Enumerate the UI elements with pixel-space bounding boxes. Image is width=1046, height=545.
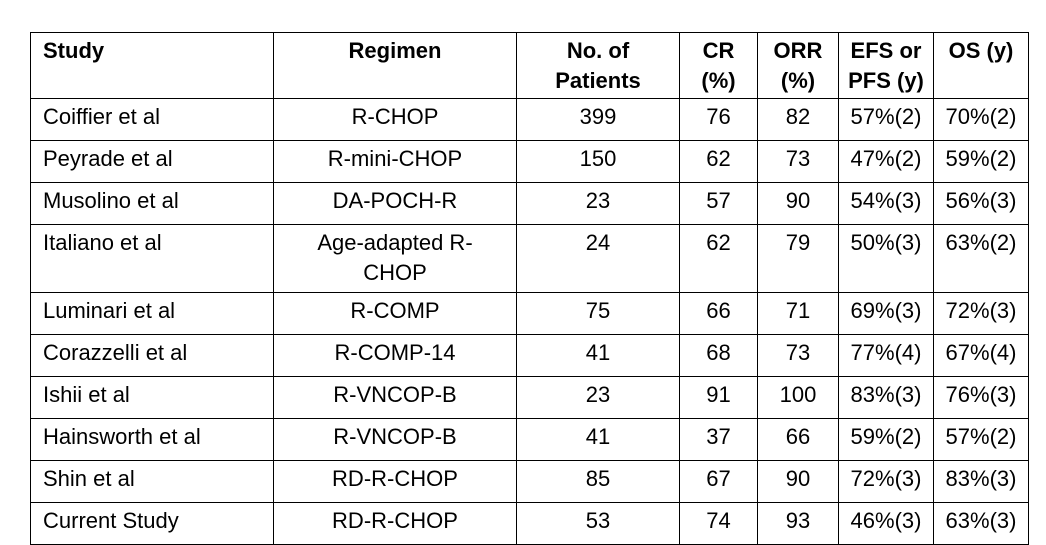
cell-orr: 100 [758,377,839,419]
cell-study: Peyrade et al [31,141,274,183]
table-row [31,183,1029,225]
header-os: OS (y) [934,33,1029,99]
cell-orr: 66 [758,419,839,461]
cell-study: Current Study [31,503,274,545]
cell-cr: 66 [680,293,758,335]
cell-orr: 73 [758,141,839,183]
cell-orr: 79 [758,225,839,293]
table-row [31,225,1029,293]
table-row [31,335,1029,377]
table-row [31,293,1029,335]
cell-cr: 91 [680,377,758,419]
cell-efs-pfs: 59%(2) [839,419,934,461]
cell-patients: 41 [517,335,680,377]
header-row [31,33,1029,99]
cell-cr: 62 [680,225,758,293]
cell-patients: 75 [517,293,680,335]
cell-cr: 37 [680,419,758,461]
cell-efs-pfs: 54%(3) [839,183,934,225]
header-efs-pfs: EFS or PFS (y) [839,33,934,99]
cell-patients: 41 [517,419,680,461]
cell-regimen: R-CHOP [274,99,517,141]
cell-study: Ishii et al [31,377,274,419]
cell-efs-pfs: 72%(3) [839,461,934,503]
cell-orr: 93 [758,503,839,545]
header-patients: No. of Patients [517,33,680,99]
cell-regimen: Age-adapted R- CHOP [274,225,517,293]
cell-study: Italiano et al [31,225,274,293]
cell-regimen: R-mini-CHOP [274,141,517,183]
cell-study: Corazzelli et al [31,335,274,377]
cell-efs-pfs: 46%(3) [839,503,934,545]
cell-regimen: R-VNCOP-B [274,419,517,461]
cell-efs-pfs: 47%(2) [839,141,934,183]
table-row [31,99,1029,141]
header-cr: CR (%) [680,33,758,99]
cell-regimen: R-COMP-14 [274,335,517,377]
cell-os: 59%(2) [934,141,1029,183]
cell-cr: 57 [680,183,758,225]
cell-study: Coiffier et al [31,99,274,141]
cell-orr: 90 [758,183,839,225]
cell-orr: 90 [758,461,839,503]
cell-patients: 23 [517,183,680,225]
table-row [31,461,1029,503]
cell-patients: 399 [517,99,680,141]
cell-efs-pfs: 57%(2) [839,99,934,141]
cell-patients: 85 [517,461,680,503]
cell-os: 57%(2) [934,419,1029,461]
cell-cr: 67 [680,461,758,503]
cell-os: 83%(3) [934,461,1029,503]
cell-os: 63%(3) [934,503,1029,545]
cell-study: Hainsworth et al [31,419,274,461]
cell-os: 70%(2) [934,99,1029,141]
cell-regimen: DA-POCH-R [274,183,517,225]
cell-orr: 71 [758,293,839,335]
cell-patients: 23 [517,377,680,419]
cell-os: 56%(3) [934,183,1029,225]
cell-efs-pfs: 69%(3) [839,293,934,335]
cell-study: Musolino et al [31,183,274,225]
cell-cr: 68 [680,335,758,377]
cell-os: 72%(3) [934,293,1029,335]
table-row [31,141,1029,183]
studies-table [30,32,1029,545]
cell-regimen: R-VNCOP-B [274,377,517,419]
header-regimen: Regimen [274,33,517,99]
table-row [31,419,1029,461]
cell-regimen: R-COMP [274,293,517,335]
cell-study: Luminari et al [31,293,274,335]
header-orr: ORR (%) [758,33,839,99]
cell-study: Shin et al [31,461,274,503]
table-row [31,377,1029,419]
table-row [31,503,1029,545]
cell-os: 76%(3) [934,377,1029,419]
cell-patients: 150 [517,141,680,183]
cell-orr: 73 [758,335,839,377]
cell-os: 63%(2) [934,225,1029,293]
cell-efs-pfs: 50%(3) [839,225,934,293]
cell-os: 67%(4) [934,335,1029,377]
cell-efs-pfs: 77%(4) [839,335,934,377]
cell-patients: 53 [517,503,680,545]
cell-regimen: RD-R-CHOP [274,461,517,503]
cell-cr: 74 [680,503,758,545]
cell-orr: 82 [758,99,839,141]
cell-patients: 24 [517,225,680,293]
header-study: Study [31,33,274,99]
cell-efs-pfs: 83%(3) [839,377,934,419]
cell-cr: 76 [680,99,758,141]
cell-cr: 62 [680,141,758,183]
cell-regimen: RD-R-CHOP [274,503,517,545]
